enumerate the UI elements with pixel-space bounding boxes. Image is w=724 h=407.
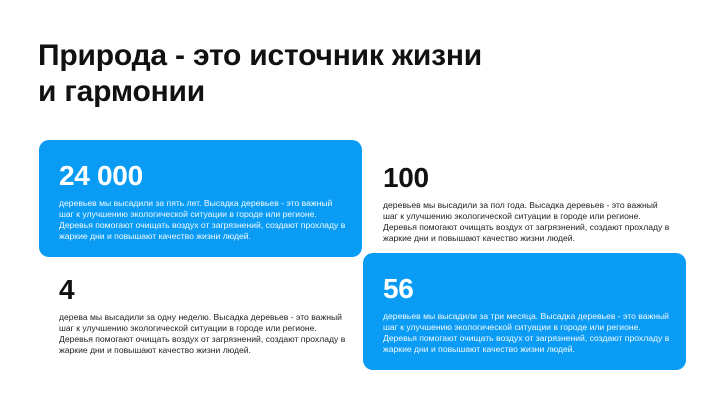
- page-title: Природа - это источник жизни и гармонии: [38, 39, 483, 108]
- stat-card-three-months: [363, 253, 686, 370]
- stat-description: деревьев мы высадили за три месяца. Высадка деревьев - это важный шаг к улучшению экологической ситуации в городе или регионе. Деревья помогают очищать воздух от загрязнений, создают прохладу в жаркие дни и повышают качество жизни людей.: [383, 311, 670, 354]
- stat-number: 24 000: [59, 160, 143, 191]
- stat-card-five-years: [39, 140, 362, 257]
- stat-number: 4: [59, 274, 75, 305]
- stat-card-half-year: [363, 140, 686, 257]
- stat-description: деревьев мы высадили за пять лет. Высадка деревьев - это важный шаг к улучшению экологической ситуации в городе или регионе. Деревья помогают очищать воздух от загрязнений, создают прохладу в жаркие дни и повышают качество жизни людей.: [59, 198, 346, 241]
- stat-description: деревьев мы высадили за пол года. Высадка деревьев - это важный шаг к улучшению экологической ситуации в городе или регионе. Деревья помогают очищать воздух от загрязнений, создают прохладу в жаркие дни и повышают качество жизни людей.: [383, 200, 670, 243]
- stat-number: 56: [383, 273, 414, 304]
- stat-description: дерева мы высадили за одну неделю. Высадка деревьев - это важный шаг к улучшению экологической ситуации в городе или регионе. Деревья помогают очищать воздух от загрязнений, создают прохладу в жаркие дни и повышают качество жизни людей.: [59, 312, 346, 355]
- stat-card-one-week: [39, 254, 362, 371]
- stat-number: 100: [383, 162, 429, 193]
